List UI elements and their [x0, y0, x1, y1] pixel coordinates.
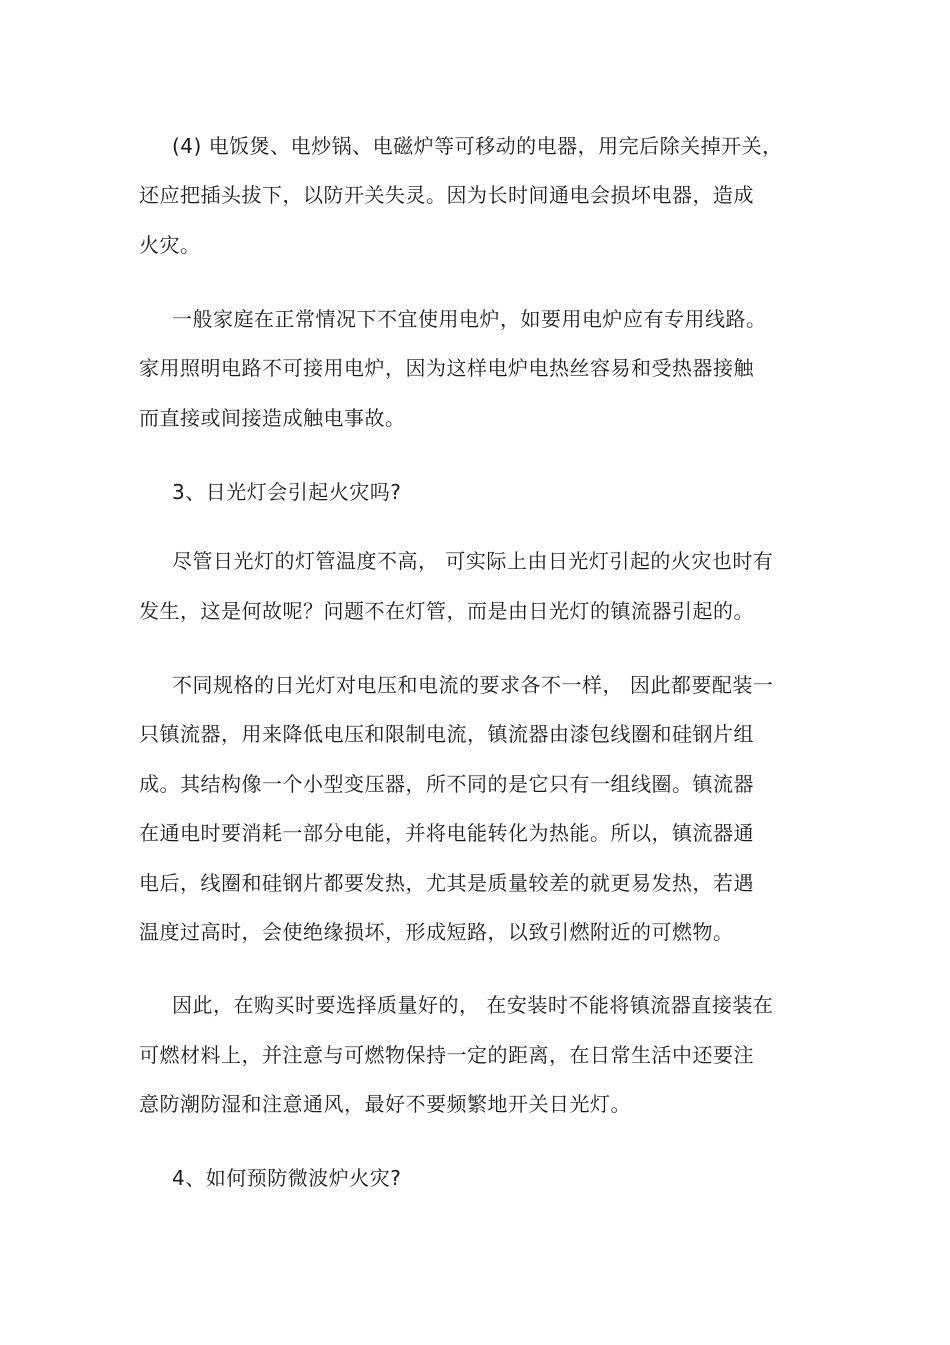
section-heading: 3、日光灯会引起火灾吗?	[172, 480, 402, 504]
paragraph-line: 电后，线圈和硅钢片都要发热，尤其是质量较差的就更易发热，若遇	[139, 871, 754, 895]
paragraph-line: 因此，在购买时要选择质量好的， 在安装时不能将镇流器直接装在	[172, 993, 774, 1017]
paragraph-line: 发生，这是何故呢？问题不在灯管，而是由日光灯的镇流器引起的。	[139, 599, 754, 623]
paragraph-line: 可燃材料上，并注意与可燃物保持一定的距离，在日常生活中还要注	[139, 1043, 754, 1067]
paragraph-line: 火灾。	[139, 233, 201, 257]
paragraph-line: 尽管日光灯的灯管温度不高， 可实际上由日光灯引起的火灾也时有	[172, 549, 774, 573]
paragraph-line: 不同规格的日光灯对电压和电流的要求各不一样， 因此都要配装一	[172, 673, 774, 697]
paragraph-line: 在通电时要消耗一部分电能，并将电能转化为热能。所以，镇流器通	[139, 821, 754, 845]
paragraph-line: 家用照明电路不可接用电炉，因为这样电炉电热丝容易和受热器接触	[139, 356, 754, 380]
paragraph-line: 意防潮防湿和注意通风，最好不要频繁地开关日光灯。	[139, 1092, 631, 1116]
paragraph-line: (4) 电饭煲、电炒锅、电磁炉等可移动的电器，用完后除关掉开关，	[172, 134, 783, 158]
paragraph-line: 还应把插头拔下，以防开关失灵。因为长时间通电会损坏电器，造成	[139, 183, 754, 207]
paragraph-line: 一般家庭在正常情况下不宜使用电炉，如要用电炉应有专用线路。	[172, 307, 767, 331]
paragraph-line: 成。其结构像一个小型变压器，所不同的是它只有一组线圈。镇流器	[139, 772, 754, 796]
paragraph-line: 温度过高时，会使绝缘损坏，形成短路，以致引燃附近的可燃物。	[139, 920, 734, 944]
paragraph-line: 只镇流器，用来降低电压和限制电流，镇流器由漆包线圈和硅钢片组	[139, 722, 754, 746]
paragraph-line: 而直接或间接造成触电事故。	[139, 406, 406, 430]
section-heading: 4、如何预防微波炉火灾?	[172, 1166, 402, 1190]
